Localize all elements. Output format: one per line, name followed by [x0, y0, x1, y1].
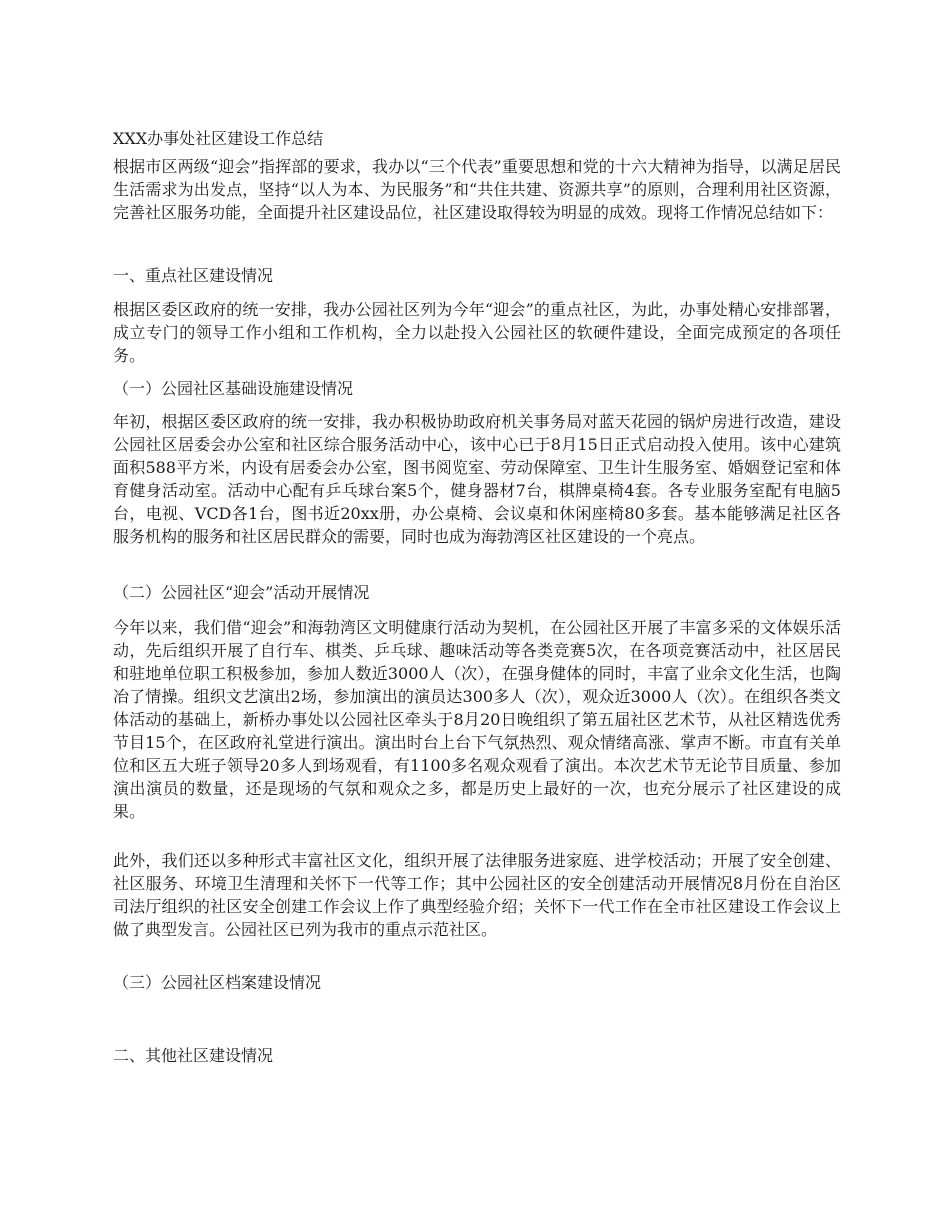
- sub2-paragraph-2: 此外，我们还以多种形式丰富社区文化，组织开展了法律服务进家庭、进学校活动；开展了安全创建、社区服务、环境卫生清理和关怀下一代等工作；其中公园社区的安全创建活动开展情况8月份在自治区司法厅组织的社区安全创建工作会议上作了典型经验介绍；关怀下一代工作在全市社区建设工作会议上做了典型发言。公园社区已列为我市的重点示范社区。: [113, 851, 841, 939]
- sub3-heading: （三）公园社区档案建设情况: [113, 973, 322, 992]
- intro-paragraph: 根据市区两级“迎会”指挥部的要求，我办以“三个代表”重要思想和党的十六大精神为指导，以满足居民生活需求为出发点，坚持“以人为本、为民服务”和“共住共建、资源共享”的原则，合理利用社区资源，完善社区服务功能，全面提升社区建设品位，社区建设取得较为明显的成效。现将工作情况总结如下：: [113, 157, 841, 222]
- section2-heading: 二、其他社区建设情况: [113, 1046, 274, 1065]
- sub2-paragraph-1: 今年以来，我们借“迎会”和海勃湾区文明健康行活动为契机，在公园社区开展了丰富多采的文体娱乐活动，先后组织开展了自行车、棋类、乒乓球、趣味活动等各类竞赛5次，在各项竞赛活动中，社区居民和驻地单位职工积极参加，参加人数近3000人（次），在强身健体的同时，丰富了业余文化生活，也陶冶了情操。组织文艺演出2场，参加演出的演员达300多人（次），观众近3000人（次）。在组织各类文体活动的基础上，新桥办事处以公园社区牵头于8月20日晚组织了第五届社区艺术节，从社区精选优秀节目15个，在区政府礼堂进行演出。演出时台上台下气氛热烈、观众情绪高涨、掌声不断。市直有关单位和区五大班子领导20多人到场观看，有1100多名观众观看了演出。本次艺术节无论节目质量、参加演出演员的数量，还是现场的气氛和观众之多，都是历史上最好的一次，也充分展示了社区建设的成果。: [113, 618, 841, 821]
- section1-paragraph: 根据区委区政府的统一安排，我办公园社区列为今年“迎会”的重点社区，为此，办事处精心安排部署，成立专门的领导工作小组和工作机构，全力以赴投入公园社区的软硬件建设，全面完成预定的各项任务。: [113, 300, 841, 365]
- document-title: XXX办事处社区建设工作总结: [113, 129, 324, 148]
- sub2-heading: （二）公园社区“迎会”活动开展情况: [113, 583, 370, 602]
- section1-heading: 一、重点社区建设情况: [113, 266, 274, 285]
- sub1-paragraph: 年初，根据区委区政府的统一安排，我办积极协助政府机关事务局对蓝天花园的锅炉房进行改造，建设公园社区居委会办公室和社区综合服务活动中心，该中心已于8月15日正式启动投入使用。该中心建筑面积588平方米，内设有居委会办公室，图书阅览室、劳动保障室、卫生计生服务室、婚姻登记室和体育健身活动室。活动中心配有乒乓球台案5个，健身器材7台，棋牌桌椅4套。各专业服务室配有电脑5台，电视、VCD各1台，图书近20xx册，办公桌椅、会议桌和休闲座椅80多套。基本能够满足社区各服务机构的服务和社区居民群众的需要，同时也成为海勃湾区社区建设的一个亮点。: [113, 412, 841, 546]
- sub1-heading: （一）公园社区基础设施建设情况: [113, 379, 354, 398]
